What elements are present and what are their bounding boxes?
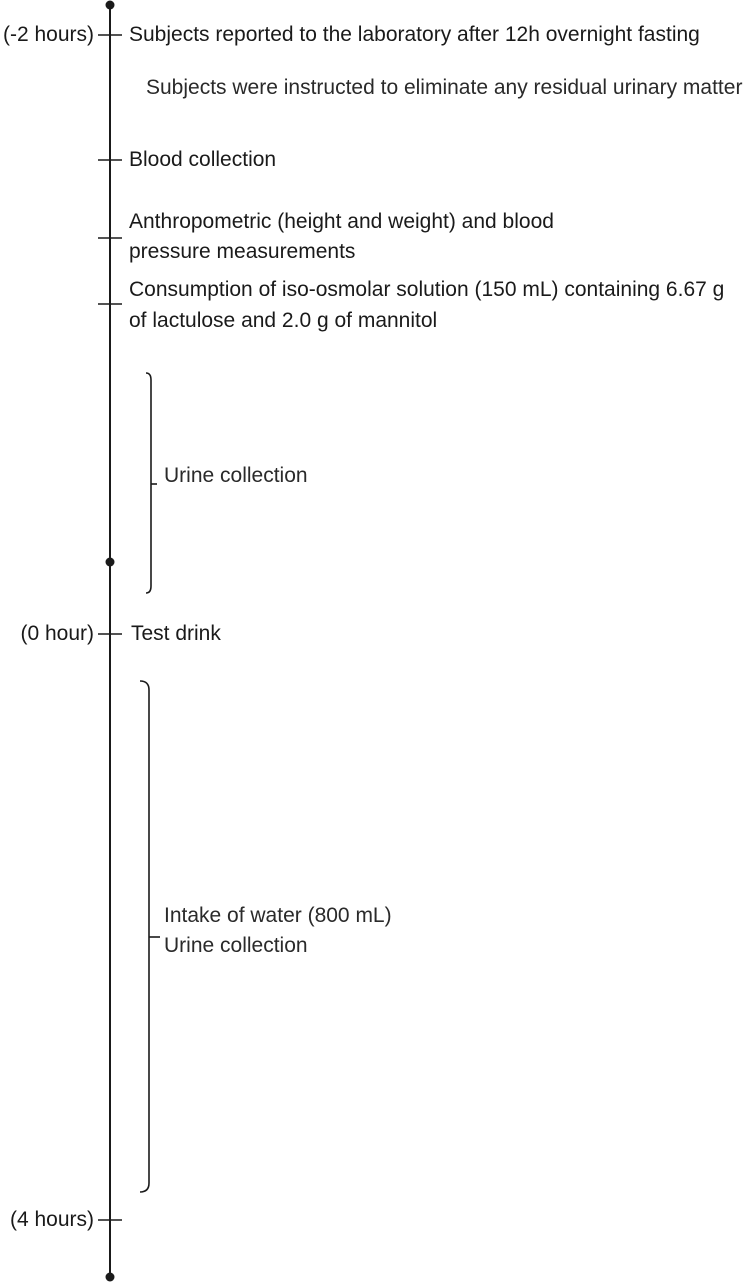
time-label-start: (-2 hours) bbox=[2, 23, 94, 46]
step-arrival: Subjects reported to the laboratory after 12h overnight fasting bbox=[129, 23, 700, 46]
timeline-end-dot bbox=[106, 1273, 115, 1282]
step-solution-line2: of lactulose and 2.0 g of mannitol bbox=[129, 309, 438, 332]
time-label-end: (4 hours) bbox=[9, 1208, 94, 1231]
bracket-label-first-urine: Urine collection bbox=[164, 464, 308, 487]
step-blood-collection: Blood collection bbox=[129, 148, 277, 171]
step-solution-line1: Consumption of iso-osmolar solution (150 mL) containing 6.67 g bbox=[129, 278, 725, 301]
bracket-first-urine bbox=[146, 373, 151, 593]
bracket-second-urine bbox=[140, 681, 149, 1192]
step-test-drink: Test drink bbox=[131, 622, 221, 645]
step-void-instruction: Subjects were instructed to eliminate any residual urinary matter bbox=[146, 76, 743, 99]
time-label-zero: (0 hour) bbox=[20, 622, 94, 645]
step-anthropometric-line2: pressure measurements bbox=[129, 240, 356, 263]
timeline-start-dot bbox=[106, 1, 115, 10]
bracket-label-second-urine: Urine collection bbox=[164, 934, 308, 957]
step-anthropometric-line1: Anthropometric (height and weight) and blood bbox=[129, 210, 554, 233]
timeline-mid-dot bbox=[106, 558, 115, 567]
bracket-label-water-intake: Intake of water (800 mL) bbox=[164, 904, 392, 927]
